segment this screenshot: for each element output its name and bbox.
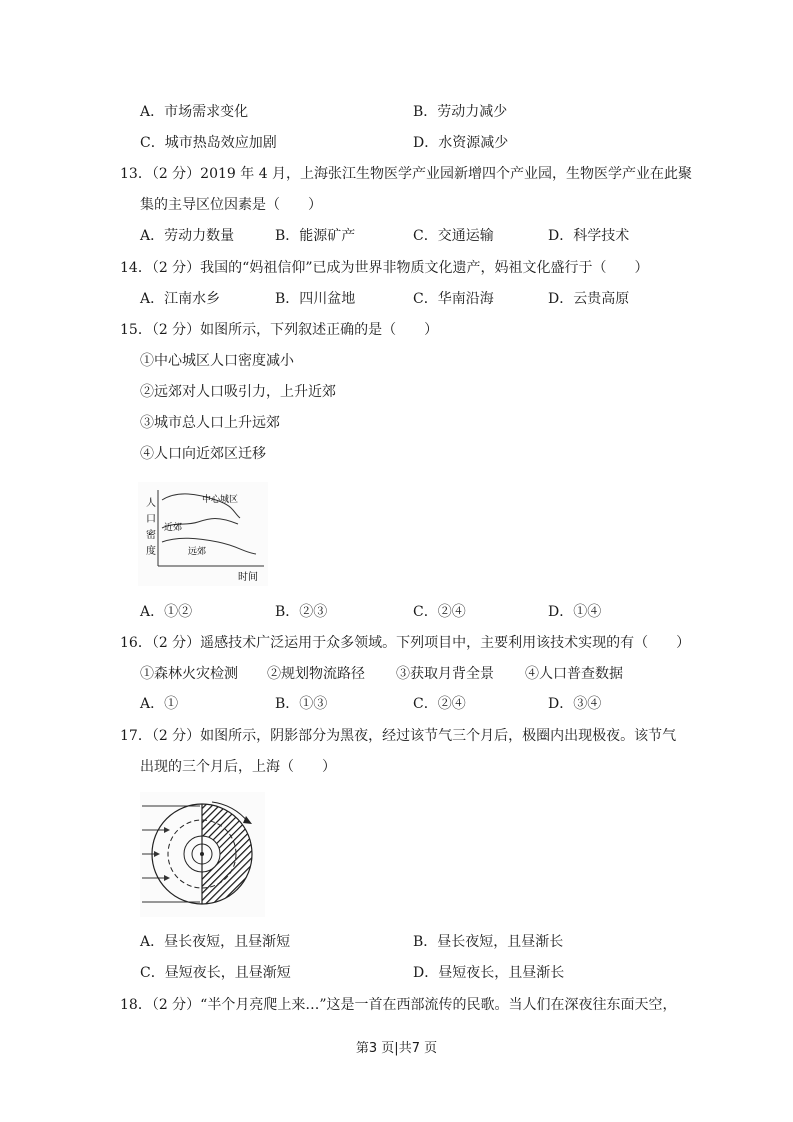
q13-option-c: C．交通运输 [413, 228, 494, 244]
q16-option-a: A．① [140, 696, 179, 712]
q17-earth-illumination-figure [140, 792, 265, 917]
y-axis-char-3: 密 [146, 530, 156, 541]
page-footer: 第3 页|共7 页 [355, 1041, 438, 1056]
q12-option-a: A．市场需求变化 [140, 104, 249, 120]
q14-option-a: A．江南水乡 [140, 291, 221, 307]
q13-option-d: D．科学技术 [548, 228, 630, 244]
q16-option-d: D．③④ [548, 696, 602, 712]
q16-item-3: ③获取月背全景 [396, 666, 494, 682]
q16-item-1: ①森林火灾检测 [140, 666, 238, 682]
y-axis-char-1: 人 [146, 498, 156, 509]
q15-item-4: ④人口向近郊区迁移 [140, 446, 266, 462]
q13-stem-line1: 13．（2 分）2019 年 4 月，上海张江生物医学产业园新增四个产业园，生物医学产业在此聚 [120, 166, 693, 182]
series-label-outer-suburb: 远郊 [188, 547, 207, 557]
y-axis-char-2: 口 [146, 514, 156, 525]
q15-stem: 15．（2 分）如图所示，下列叙述正确的是（ ） [120, 322, 439, 338]
q13-option-a: A．劳动力数量 [140, 228, 235, 244]
q15-option-d: D．①④ [548, 604, 602, 620]
q15-population-density-figure [138, 482, 268, 586]
q17-stem-line2: 出现的三个月后，上海（ ） [140, 759, 336, 775]
q17-stem-line1: 17．（2 分）如图所示，阴影部分为黑夜，经过该节气三个月后，极圈内出现极夜。该节气 [120, 728, 677, 744]
q18-stem: 18．（2 分）“半个月亮爬上来…”这是一首在西部流传的民歌。当人们在深夜往东面天空， [120, 997, 677, 1013]
q17-option-a: A．昼长夜短，且昼渐短 [140, 934, 291, 950]
y-axis-char-4: 度 [146, 546, 156, 557]
q13-stem-line2: 集的主导区位因素是（ ） [140, 197, 322, 213]
q14-option-c: C．华南沿海 [413, 291, 494, 307]
q15-option-b: B．②③ [275, 604, 328, 620]
q15-option-a: A．①② [140, 604, 193, 620]
q15-item-1: ①中心城区人口密度减小 [140, 353, 294, 369]
q14-stem: 14．（2 分）我国的“妈祖信仰”已成为世界非物质文化遗产，妈祖文化盛行于（ ） [120, 260, 649, 276]
q13-option-b: B．能源矿产 [275, 228, 356, 244]
series-label-inner-suburb: 近郊 [164, 523, 183, 533]
q16-option-b: B．①③ [275, 696, 328, 712]
q16-item-4: ④人口普查数据 [525, 666, 623, 682]
q15-item-3: ③城市总人口上升远郊 [140, 415, 280, 431]
q15-item-2: ②远郊对人口吸引力，上升近郊 [140, 384, 336, 400]
q14-option-b: B．四川盆地 [275, 291, 356, 307]
q15-option-c: C．②④ [413, 604, 466, 620]
q12-option-d: D．水资源减少 [413, 135, 509, 151]
q17-option-c: C．昼短夜长，且昼渐短 [140, 965, 291, 981]
x-axis-label: 时间 [238, 572, 258, 583]
q17-option-b: B．昼长夜短，且昼渐长 [413, 934, 564, 950]
series-label-center: 中心城区 [202, 495, 239, 505]
q12-option-b: B．劳动力减少 [413, 104, 508, 120]
q17-option-d: D．昼短夜长，且昼渐长 [413, 965, 565, 981]
q16-stem: 16．（2 分）遥感技术广泛运用于众多领域。下列项目中，主要利用该技术实现的有（ ） [120, 635, 691, 651]
q16-item-2: ②规划物流路径 [267, 666, 365, 682]
q14-option-d: D．云贵高原 [548, 291, 630, 307]
q12-option-c: C．城市热岛效应加剧 [140, 135, 277, 151]
q16-option-c: C．②④ [413, 696, 466, 712]
